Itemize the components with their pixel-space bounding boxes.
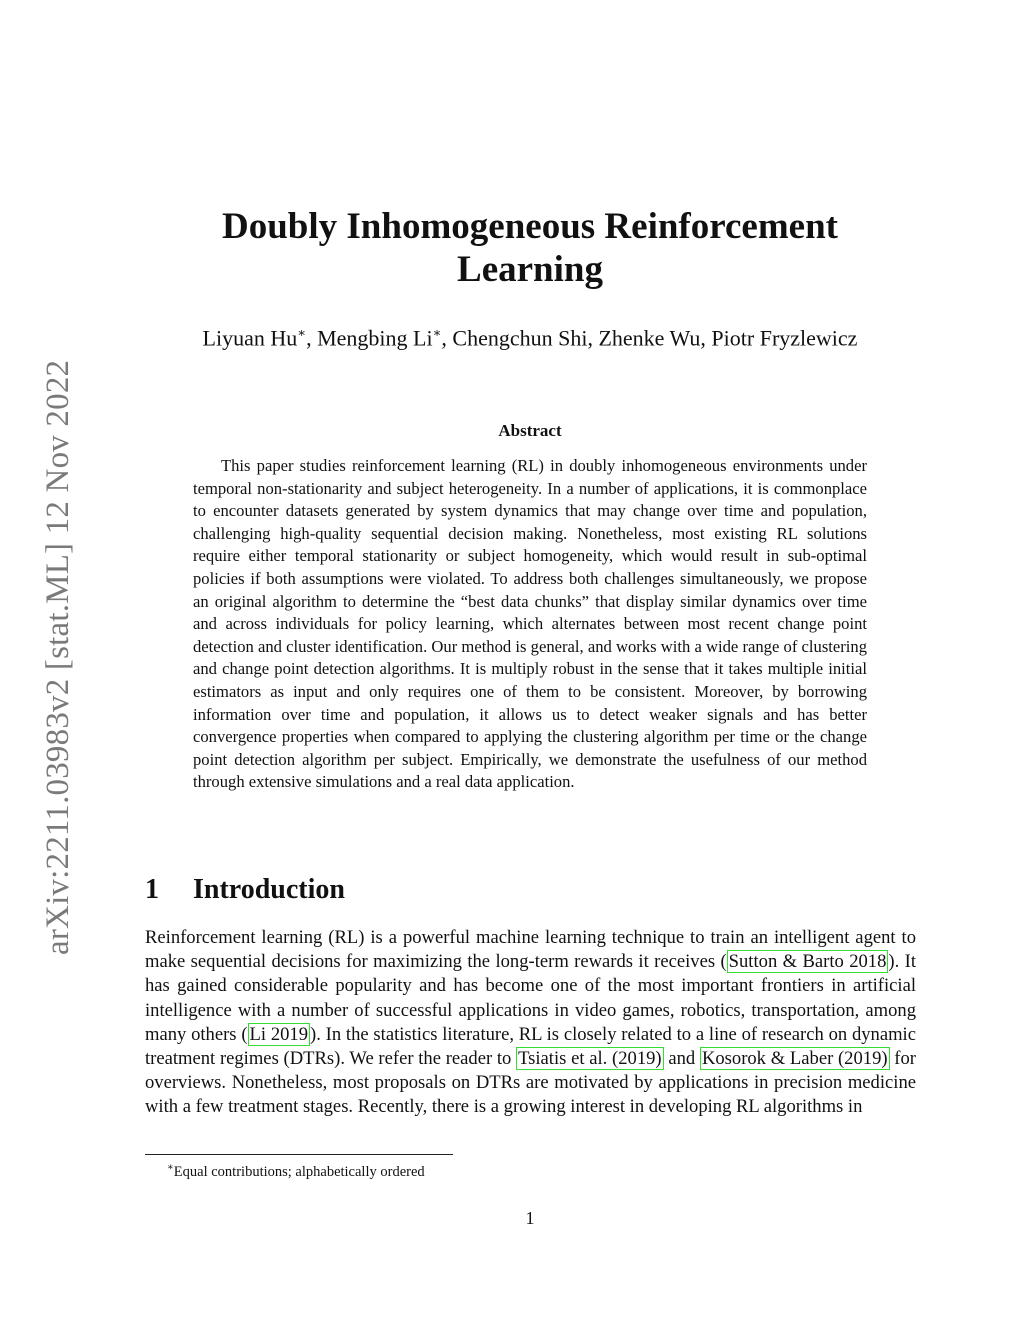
intro-text: Reinforcement learning (RL) is a powerful machine learning technique to train an intelligent agent to make sequential decisions for maximizing the long-term rewards it receives (: [145, 927, 916, 973]
citation-link-li[interactable]: Li 2019: [249, 1023, 309, 1045]
abstract-text: This paper studies reinforcement learning (RL) in doubly inhomogeneous environments under temporal non-stationarity and subject heterogeneity. In a number of applications, it is commonplace to encounter datasets generated by system dynamics that may change over time and population, challenging high-quality sequential decision making. Nonetheless, most existing RL solutions require either temporal stationarity or subject homogeneity, which would result in sub-optimal policies if both assumptions were violated. To address both challenges simultaneously, we propose an original algorithm to determine the “best data chunks” that display similar dynamics over time and across individuals for policy learning, which alternates between most recent change point detection and cluster identification. Our method is general, and works with a wide range of clustering and change point detection algorithms. It is multiply robust in the sense that it takes multiple initial estimators as input and only requires one of them to be consistent. Moreover, by borrowing information over time and population, it allows us to detect weaker signals and has better convergence properties when compared to applying the clustering algorithm per time or the change point detection algorithm per subject. Empirically, we demonstrate the usefulness of our method through extensive simulations and a real data application.: [193, 456, 867, 792]
intro-text: ). In the statistics literature, RL is closely related to a line of research on dynamic treatment regimes (DTRs). We refer the reader to: [145, 1023, 916, 1070]
section-title: Introduction: [193, 874, 345, 905]
citation-link-sutton-barto[interactable]: Sutton & Barto 2018: [728, 951, 887, 973]
footnote-mark: ∗: [167, 1162, 174, 1173]
page-number: 1: [525, 1208, 535, 1228]
author-name: Liyuan Hu: [202, 325, 298, 351]
author-name: Mengbing Li: [317, 325, 433, 351]
footnote: [167, 1158, 425, 1182]
equal-contribution-mark[interactable]: ∗: [432, 325, 442, 340]
equal-contribution-mark[interactable]: ∗: [297, 325, 307, 340]
citation-link-tsiatis[interactable]: Tsiatis et al. (2019): [518, 1048, 662, 1070]
paper-title: Doubly Inhomogeneous Reinforcement Learning: [222, 206, 838, 290]
intro-text: for overviews. Nonetheless, most proposals on DTRs are motivated by applications in precision medicine with a few treatment stages. Recently, there is a growing interest in developing RL algorithms in: [145, 1048, 916, 1118]
abstract-heading: Abstract: [498, 421, 562, 440]
section-heading: [145, 872, 345, 908]
citation-link-kosorok-laber[interactable]: Kosorok & Laber (2019): [701, 1048, 888, 1070]
footnote-text: Equal contributions; alphabetically ordered: [173, 1163, 425, 1180]
section-number: 1: [145, 874, 159, 905]
introduction-paragraph: [145, 926, 916, 1120]
intro-text: and: [663, 1048, 700, 1070]
intro-text: ). It has gained considerable popularity and has become one of the most important frontiers in artificial intelligence with a number of successful applications in video games, robotics, transportation, among many others (: [145, 951, 917, 1045]
author-names-rest: , Chengchun Shi, Zhenke Wu, Piotr Fryzlewicz: [441, 325, 858, 351]
arxiv-identifier-stamp: arXiv:2211.03983v2 [stat.ML] 12 Nov 2022: [40, 359, 76, 955]
author-separator: ,: [306, 325, 318, 351]
author-list: [145, 318, 915, 353]
footnote-divider: [145, 1154, 453, 1155]
